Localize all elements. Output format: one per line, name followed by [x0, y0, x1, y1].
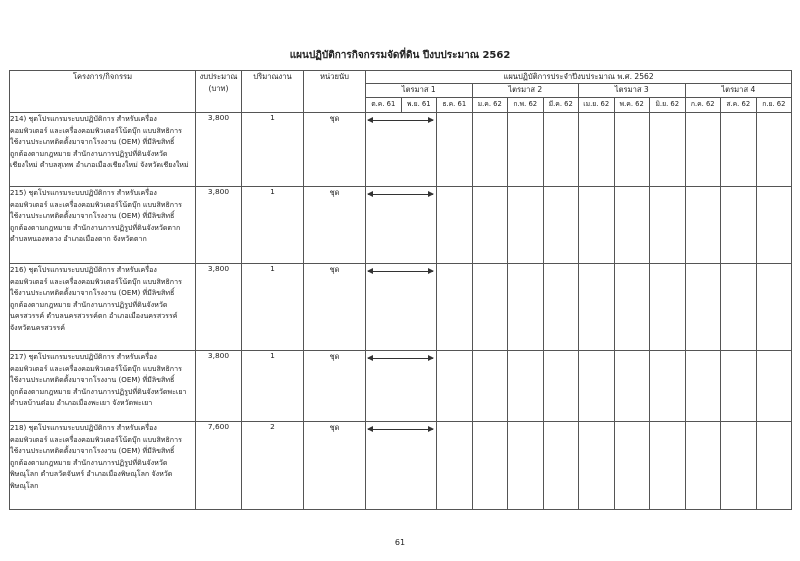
timeline-span-cell [366, 422, 437, 510]
month-cell [472, 351, 508, 422]
unit-cell: ชุด [304, 422, 366, 510]
budget-column-header [196, 71, 242, 113]
project-text-line: ถูกต้องตามกฎหมาย สำนักงานการปฏิรูปที่ดินจังหวัดตาก [10, 222, 181, 232]
double-arrow-icon [368, 358, 433, 359]
month-cell [472, 113, 508, 187]
table-row [10, 187, 792, 264]
month-header: เม.ย. 62 [579, 98, 615, 113]
month-cell [508, 113, 544, 187]
month-header: ก.ค. 62 [685, 98, 721, 113]
arrow-left-head-icon [367, 426, 373, 432]
budget-header-line2: (บาท) [208, 84, 229, 93]
month-cell [437, 351, 473, 422]
month-cell [543, 422, 579, 510]
project-text-line: 214) ชุดโปรแกรมระบบปฏิบัติการ สำหรับเครื่อง [10, 114, 157, 123]
month-cell [508, 264, 544, 351]
month-cell [614, 264, 650, 351]
month-cell [650, 187, 686, 264]
project-text-line: ถูกต้องตามกฎหมาย สำนักงานการปฏิรูปที่ดินจังหวัด [10, 457, 168, 467]
project-text-line: จังหวัดนครสวรรค์ [10, 322, 65, 332]
project-text-line: 216) ชุดโปรแกรมระบบปฏิบัติการ สำหรับเครื่อง [10, 265, 157, 274]
month-header: ส.ค. 62 [721, 98, 757, 113]
double-arrow-icon [368, 271, 433, 272]
project-text-line: คอมพิวเตอร์ และเครื่องคอมพิวเตอร์โน้ตบุ๊ก แบบสิทธิการ [10, 276, 182, 286]
arrow-right-head-icon [428, 268, 434, 274]
month-cell [685, 187, 721, 264]
project-text-line: 217) ชุดโปรแกรมระบบปฏิบัติการ สำหรับเครื่อง [10, 352, 157, 361]
month-cell [508, 422, 544, 510]
month-cell [437, 113, 473, 187]
project-text-line: พิษณุโลก [10, 480, 39, 490]
project-text-line: ตำบลบ้านต๋อม อำเภอเมืองพะเยา จังหวัดพะเยา [10, 398, 153, 408]
budget-cell: 7,600 [196, 422, 242, 510]
month-cell [614, 187, 650, 264]
month-cell [756, 187, 792, 264]
quantity-column-header: ปริมาณงาน [242, 71, 304, 113]
page-title: แผนปฏิบัติการกิจกรรมจัดที่ดิน ปีงบประมาณ 2562 [289, 50, 511, 61]
project-text-line: คอมพิวเตอร์ และเครื่องคอมพิวเตอร์โน้ตบุ๊ก แบบสิทธิการ [10, 434, 182, 444]
month-header: มิ.ย. 62 [650, 98, 686, 113]
month-cell [472, 264, 508, 351]
table-row [10, 351, 792, 422]
budget-cell: 3,800 [196, 264, 242, 351]
month-cell [614, 422, 650, 510]
month-cell [756, 422, 792, 510]
quantity-cell: 1 [242, 264, 304, 351]
month-header: ก.พ. 62 [508, 98, 544, 113]
budget-cell: 3,800 [196, 113, 242, 187]
timeline-span-cell [366, 351, 437, 422]
project-text-line: ตำบลหนองหลวง อำเภอเมืองตาก จังหวัดตาก [10, 234, 147, 244]
table-row [10, 422, 792, 510]
month-cell [756, 264, 792, 351]
arrow-right-head-icon [428, 426, 434, 432]
timeline-span-cell [366, 264, 437, 351]
month-cell [650, 351, 686, 422]
arrow-right-head-icon [428, 191, 434, 197]
month-cell [508, 351, 544, 422]
project-text-line: ถูกต้องตามกฎหมาย สำนักงานการปฏิรูปที่ดินจังหวัด [10, 148, 168, 158]
page-number: 61 [394, 538, 406, 547]
budget-header-line1: งบประมาณ [199, 72, 238, 81]
month-cell [614, 113, 650, 187]
project-text-line: 218) ชุดโปรแกรมระบบปฏิบัติการ สำหรับเครื่อง [10, 423, 157, 432]
project-cell [10, 264, 196, 351]
month-cell [472, 422, 508, 510]
plan-header: แผนปฏิบัติการประจำปีงบประมาณ พ.ศ. 2562 [366, 71, 792, 84]
project-text-line: ใช้งานประเภทติดตั้งมาจากโรงงาน (OEM) ที่มีลิขสิทธิ์ [10, 211, 175, 221]
project-cell [10, 351, 196, 422]
double-arrow-icon [368, 194, 433, 195]
table-row [10, 264, 792, 351]
month-cell [721, 422, 757, 510]
project-text-line: คอมพิวเตอร์ และเครื่องคอมพิวเตอร์โน้ตบุ๊ก แบบสิทธิการ [10, 125, 182, 135]
month-cell [650, 113, 686, 187]
project-text-line: คอมพิวเตอร์ และเครื่องคอมพิวเตอร์โน้ตบุ๊ก แบบสิทธิการ [10, 199, 182, 209]
timeline-span-cell [366, 187, 437, 264]
unit-column-header: หน่วยนับ [304, 71, 366, 113]
table-row [10, 113, 792, 187]
month-cell [437, 187, 473, 264]
arrow-right-head-icon [428, 117, 434, 123]
arrow-left-head-icon [367, 117, 373, 123]
month-cell [756, 113, 792, 187]
arrow-left-head-icon [367, 191, 373, 197]
unit-cell: ชุด [304, 264, 366, 351]
project-text-line: ใช้งานประเภทติดตั้งมาจากโรงงาน (OEM) ที่มีลิขสิทธิ์ [10, 137, 175, 147]
quarter-2-header: ไตรมาส 2 [472, 84, 579, 98]
month-cell [579, 113, 615, 187]
month-header: พ.ค. 62 [614, 98, 650, 113]
quarter-3-header: ไตรมาส 3 [579, 84, 686, 98]
project-text-line: 215) ชุดโปรแกรมระบบปฏิบัติการ สำหรับเครื่อง [10, 188, 157, 197]
month-cell [472, 187, 508, 264]
month-cell [685, 351, 721, 422]
month-cell [543, 113, 579, 187]
project-column-header: โครงการ/กิจกรรม [10, 71, 196, 113]
project-text-line: เชียงใหม่ ตำบลสุเทพ อำเภอเมืองเชียงใหม่ จังหวัดเชียงใหม่ [10, 160, 189, 170]
month-cell [579, 351, 615, 422]
month-cell [579, 422, 615, 510]
project-text-line: ใช้งานประเภทติดตั้งมาจากโรงงาน (OEM) ที่มีลิขสิทธิ์ [10, 375, 175, 385]
month-cell [650, 422, 686, 510]
project-text-line: ถูกต้องตามกฎหมาย สำนักงานการปฏิรูปที่ดินจังหวัดพะเยา [10, 386, 187, 396]
project-text-line: ใช้งานประเภทติดตั้งมาจากโรงงาน (OEM) ที่มีลิขสิทธิ์ [10, 446, 175, 456]
quarter-1-header: ไตรมาส 1 [366, 84, 473, 98]
month-cell [579, 264, 615, 351]
month-header: มี.ค. 62 [543, 98, 579, 113]
month-cell [721, 264, 757, 351]
month-header: ต.ค. 61 [366, 98, 402, 113]
month-cell [685, 264, 721, 351]
month-cell [579, 187, 615, 264]
double-arrow-icon [368, 120, 433, 121]
quarter-4-header: ไตรมาส 4 [685, 84, 792, 98]
month-header: ม.ค. 62 [472, 98, 508, 113]
arrow-right-head-icon [428, 355, 434, 361]
double-arrow-icon [368, 429, 433, 430]
month-cell [614, 351, 650, 422]
action-plan-table [9, 70, 792, 510]
unit-cell: ชุด [304, 113, 366, 187]
budget-cell: 3,800 [196, 187, 242, 264]
quantity-cell: 1 [242, 113, 304, 187]
month-cell [543, 264, 579, 351]
month-cell [685, 422, 721, 510]
project-text-line: พิษณุโลก ตำบลวัดจันทร์ อำเภอเมืองพิษณุโลก จังหวัด [10, 469, 173, 479]
month-header: ก.ย. 62 [756, 98, 792, 113]
budget-cell: 3,800 [196, 351, 242, 422]
month-cell [437, 422, 473, 510]
arrow-left-head-icon [367, 355, 373, 361]
month-header: ธ.ค. 61 [437, 98, 473, 113]
project-text-line: ถูกต้องตามกฎหมาย สำนักงานการปฏิรูปที่ดินจังหวัด [10, 299, 168, 309]
arrow-left-head-icon [367, 268, 373, 274]
month-cell [721, 113, 757, 187]
month-cell [650, 264, 686, 351]
unit-cell: ชุด [304, 351, 366, 422]
month-cell [756, 351, 792, 422]
project-cell [10, 187, 196, 264]
month-cell [508, 187, 544, 264]
month-cell [543, 351, 579, 422]
quantity-cell: 1 [242, 187, 304, 264]
project-cell [10, 113, 196, 187]
month-header: พ.ย. 61 [401, 98, 437, 113]
month-cell [721, 187, 757, 264]
project-text-line: นครสวรรค์ ตำบลนครสวรรค์ตก อำเภอเมืองนครสวรรค์ [10, 311, 178, 321]
month-cell [721, 351, 757, 422]
quantity-cell: 1 [242, 351, 304, 422]
quantity-cell: 2 [242, 422, 304, 510]
month-cell [685, 113, 721, 187]
project-cell [10, 422, 196, 510]
project-text-line: คอมพิวเตอร์ และเครื่องคอมพิวเตอร์โน้ตบุ๊ก แบบสิทธิการ [10, 363, 182, 373]
unit-cell: ชุด [304, 187, 366, 264]
timeline-span-cell [366, 113, 437, 187]
project-text-line: ใช้งานประเภทติดตั้งมาจากโรงงาน (OEM) ที่มีลิขสิทธิ์ [10, 288, 175, 298]
month-cell [437, 264, 473, 351]
month-cell [543, 187, 579, 264]
